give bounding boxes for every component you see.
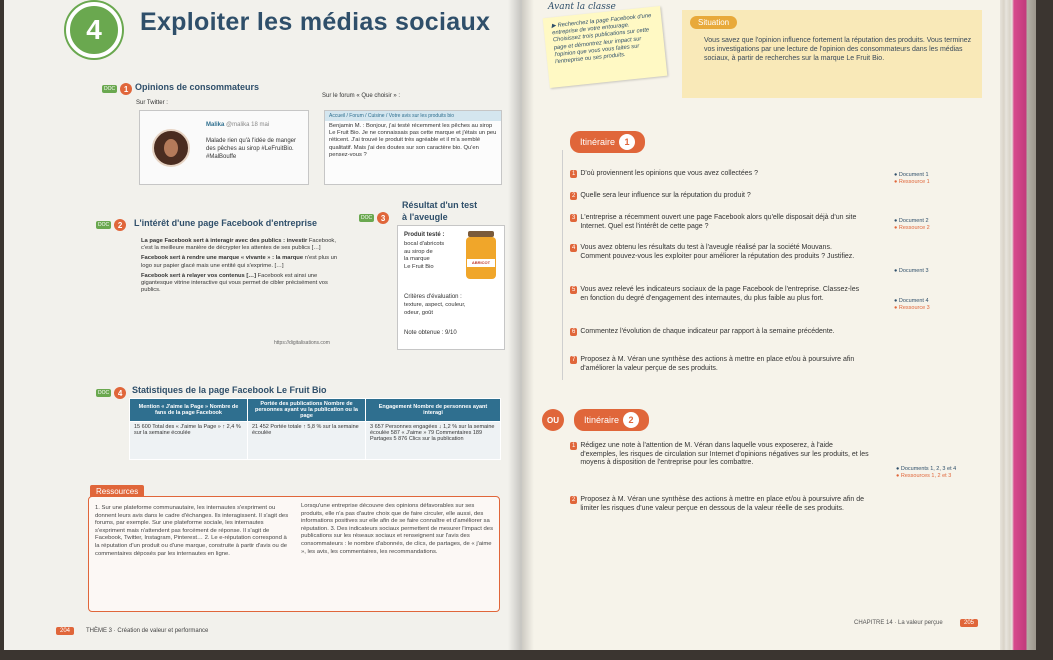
book-gutter [508, 0, 534, 650]
product-line: bocal d'abricots [404, 241, 445, 247]
doc2-source: https://digitalisations.com [274, 340, 330, 346]
ref-doc: ● Document 4 [894, 298, 929, 304]
doc-label: DOC [98, 222, 110, 228]
ref-doc: ● Document 2 [894, 218, 929, 224]
left-page-number: 204 [56, 627, 74, 635]
forum-card [324, 110, 502, 185]
doc1-tag [102, 83, 132, 95]
question-text: Quelle sera leur influence sur la réputation du produit ? [580, 192, 751, 199]
ressources-col2: Lorsqu'une entreprise découvre des opinions défavorables sur ses produits, elle n'a pas d'autre choix que de faire circuler, elle aussi, des informations positives sur elle afin de se faire connaître et d'améliorer sa réputation. 3. Des indicateurs sociaux permettent de mesurer l'impact des publications sur les réseaux sociaux et renseignent sur l'avis des consommateurs : le nombre d'abonnés, de clics, de partages, de « j'aime », les avis, les commentaires, les recommandations. [301, 503, 494, 555]
question-text: Commentez l'évolution de chaque indicateur par rapport à la semaine précédente. [580, 328, 835, 335]
doc2-p1: Facebook, c'est la meilleure manière de décrypter les attentes de ses publics […] [141, 238, 336, 252]
question-refs [894, 218, 930, 232]
doc2-p1-bold: La page Facebook sert à interagir avec des publics : investir [141, 238, 308, 244]
stats-cell: 15 600 Total des « J'aime la Page » ↑ 2,4 % sur la semaine écoulée [130, 422, 248, 460]
question-text: Vous avez relevé les indicateurs sociaux de la page Facebook de l'entreprise. Classez-les en fonction du degré d'engagement des internautes, du plus faible au plus fort. [580, 286, 860, 302]
question-number: 6 [572, 329, 576, 335]
doc3-title-line1: Résultat d'un test [402, 200, 478, 210]
ref-res: ● Ressource 2 [894, 225, 930, 231]
situation-text: Vous savez que l'opinion influence fortement la réputation des produits. Vous terminez vos investigations par une lecture de l'opinion des consommateurs dans les médias sociaux, à partir de recherches sur la marque Le Fruit Bio. [704, 37, 972, 62]
question-number: 2 [572, 497, 576, 503]
ref-res: ● Ressources 1, 2 et 3 [896, 473, 952, 479]
question-refs [894, 172, 930, 186]
product-line: la marque [404, 256, 430, 262]
twitter-label: Sur Twitter : [136, 100, 168, 106]
criteria-line: texture, aspect, couleur, [404, 302, 466, 308]
doc2-p2: n'est plus un logo sur papier glacé mais une entité qui s'exprime. […] [141, 255, 338, 269]
stats-cell: 3 657 Personnes engagées ↓ 1,2 % sur la semaine écoulée 587 « J'aime » 79 Commentaires 189 Partages 5 876 Clics sur la publication [366, 422, 501, 460]
ref-res: ● Ressource 1 [894, 179, 930, 185]
doc3-tag [359, 212, 389, 224]
question-refs [894, 298, 930, 312]
stats-header: Portée des publications Nombre de personnes ayant vu la publication ou la page [248, 399, 366, 422]
avant-la-classe: Avant la classe [548, 2, 616, 12]
ref-doc: ● Documents 1, 2, 3 et 4 [896, 466, 957, 472]
doc2-p2-bold: Facebook sert à rendre une marque « vivante » : la marque [141, 255, 304, 262]
question-number: 3 [572, 215, 576, 221]
tweet-text: Malade rien qu'à l'idée de manger des pêches au sirop #LeFruitBio. #MalBouffe [206, 138, 297, 160]
itineraire-1-line [562, 150, 563, 380]
product-label: Produit testé : [404, 232, 445, 238]
question-item [570, 286, 860, 303]
ref-doc: ● Document 3 [894, 268, 929, 274]
tweet-handle: @malika 18 mai [226, 122, 270, 128]
avatar [152, 129, 190, 167]
criteria-lines [404, 302, 466, 317]
itineraire-1-number: 1 [619, 134, 635, 150]
stats-table [129, 398, 501, 460]
chapter-number: 4 [86, 14, 102, 45]
question-item [570, 356, 860, 373]
right-page [522, 0, 1000, 650]
doc2-p3: Facebook est ainsi une gigantesque vitrine interactive qui vous permet de cibler précisément vos publics. [141, 272, 328, 294]
question-number: 2 [572, 193, 576, 199]
ressources-col1: 1. Sur une plateforme communautaire, les internautes s'expriment ou donnent leurs avis dans le cadre d'échanges. Ils interagissent. Il s'agit des forums, par exemple. Sur une plateforme sociale, les internautes s'expriment mais n'attendent pas forcément de réponse. Il s'agit de Facebook, Twitter, Instagram, Pinterest… 2. Le e-réputation correspond à la réputation d'un produit ou d'une marque, construite à partir d'avis ou de commentaires déposés par les internautes en ligne. [95, 505, 289, 557]
doc2-title: L'intérêt d'une page Facebook d'entreprise [134, 218, 317, 228]
question-item [570, 328, 860, 337]
sticky-text: ▶ Recherchez la page Facebook d'une entreprise de votre entourage. Choisissez trois publications sur cette page et démontrez leur impact sur l'opinion que vous vous faites sur l'entreprise ou ses produits. [551, 13, 652, 66]
forum-text: Benjamin M. : Bonjour, j'ai testé récemment les pêches au sirop Le Fruit Bio. Je ne connaissais pas cette marque et j'étais un peu réticent. J'ai trouvé le produit très agréable et il m'a semblé qualitatif. Mais j'ai des doutes sur son caractère bio. Qu'en pensez-vous ? [329, 123, 497, 158]
jar-label: ABRICOT [467, 259, 495, 267]
question-text: Vous avez obtenu les résultats du test à l'aveugle réalisé par la société Mouvans. Comment pouvez-vous les exploiter pour améliorer la réputation des produits ? Justifiez. [580, 244, 855, 260]
stats-row [130, 422, 501, 460]
situation-label: Situation [690, 16, 737, 29]
stats-cell: 21 452 Portée totale ↑ 5,8 % sur la semaine écoulée [248, 422, 366, 460]
criteria-label: Critères d'évaluation : [404, 294, 462, 300]
doc4-number: 4 [114, 387, 126, 399]
doc-label: DOC [104, 86, 116, 92]
question-number: 4 [572, 245, 576, 251]
tweet-card [139, 110, 309, 185]
stats-header: Engagement Nombre de personnes ayant interagi [366, 399, 501, 422]
score: Note obtenue : 9/10 [404, 330, 457, 336]
left-page [4, 0, 522, 650]
doc3-title-line2: à l'aveugle [402, 212, 448, 222]
jar-image [464, 231, 498, 279]
ref-res: ● Ressource 3 [894, 305, 930, 311]
product-line: Le Fruit Bio [404, 263, 434, 270]
question-number: 1 [572, 443, 576, 449]
question-item [570, 170, 860, 179]
doc4-tag [96, 387, 126, 399]
question-item [570, 496, 870, 513]
product-line: au sirop de [404, 248, 433, 255]
forum-label: Sur le forum « Que choisir » : [322, 93, 401, 99]
question-text: D'où proviennent les opinions que vous avez collectées ? [580, 170, 758, 177]
question-item [570, 214, 860, 231]
question-number: 7 [572, 357, 576, 363]
tweet-user: Malika [206, 122, 225, 128]
itineraire-2-number: 2 [623, 412, 639, 428]
page-edges [1000, 0, 1036, 650]
doc3-card [397, 225, 505, 350]
ressources-box [88, 496, 500, 612]
question-number: 1 [572, 171, 576, 177]
doc4-title: Statistiques de la page Facebook Le Fruit Bio [132, 385, 327, 395]
question-item [570, 244, 860, 261]
itineraire-2-label: Itinéraire [584, 415, 620, 425]
doc1-number: 1 [120, 83, 132, 95]
right-page-number: 205 [960, 619, 978, 627]
sticky-note [543, 6, 668, 88]
doc2-body [141, 238, 349, 294]
right-footer-chapter: CHAPITRE 14 · La valeur perçue [854, 620, 943, 626]
question-text: L'entreprise a récemment ouvert une page Facebook alors qu'elle disposait déjà d'un site Internet. Quel est l'intérêt de cette page ? [580, 214, 857, 230]
doc-label: DOC [361, 215, 373, 221]
question-text: Proposez à M. Véran une synthèse des actions à mettre en place et/ou à poursuivre afin de limiter les risques d'une valeur perçue en dessous de la valeur réelle de ses produits. [580, 496, 865, 512]
doc1-title: Opinions de consommateurs [135, 82, 260, 92]
question-item [570, 192, 860, 201]
question-text: Rédigez une note à l'attention de M. Véran dans laquelle vous exposerez, à l'aide d'exemples, les risques de circulation sur Internet d'opinions négatives sur les produits, et les moyens à disposition de l'entreprise pour les combattre. [580, 442, 869, 466]
itineraire-1-pill [570, 131, 645, 153]
doc3-number: 3 [377, 212, 389, 224]
ref-doc: ● Document 1 [894, 172, 929, 178]
left-footer-theme: THÈME 3 · Création de valeur et performance [86, 628, 209, 634]
doc2-p3-bold: Facebook sert à relayer vos contenus […] [141, 272, 257, 279]
question-item [570, 442, 870, 468]
question-refs [894, 268, 929, 275]
question-number: 5 [572, 287, 576, 293]
doc2-tag [96, 219, 126, 231]
doc2-number: 2 [114, 219, 126, 231]
itineraire-2-pill [574, 409, 649, 431]
stats-header-row [130, 399, 501, 422]
chapter-title: Exploiter les médias sociaux [140, 8, 491, 36]
itineraire-1-label: Itinéraire [580, 137, 616, 147]
itineraire-2-refs [896, 466, 956, 480]
question-text: Proposez à M. Véran une synthèse des actions à mettre en place et/ou à poursuivre afin d'améliorer la valeur perçue de ses produits. [580, 356, 855, 372]
product-lines [404, 241, 444, 271]
ressources-title: Ressources [90, 485, 144, 498]
ou-badge: OU [542, 409, 564, 431]
forum-path: Accueil / Forum / Cuisine / Votre avis sur les produits bio [325, 111, 501, 121]
chapter-number-badge [66, 2, 122, 58]
stats-header: Mention « J'aime la Page » Nombre de fans de la page Facebook [130, 399, 248, 422]
criteria-line: odeur, goût [404, 309, 434, 316]
doc-label: DOC [98, 390, 110, 396]
